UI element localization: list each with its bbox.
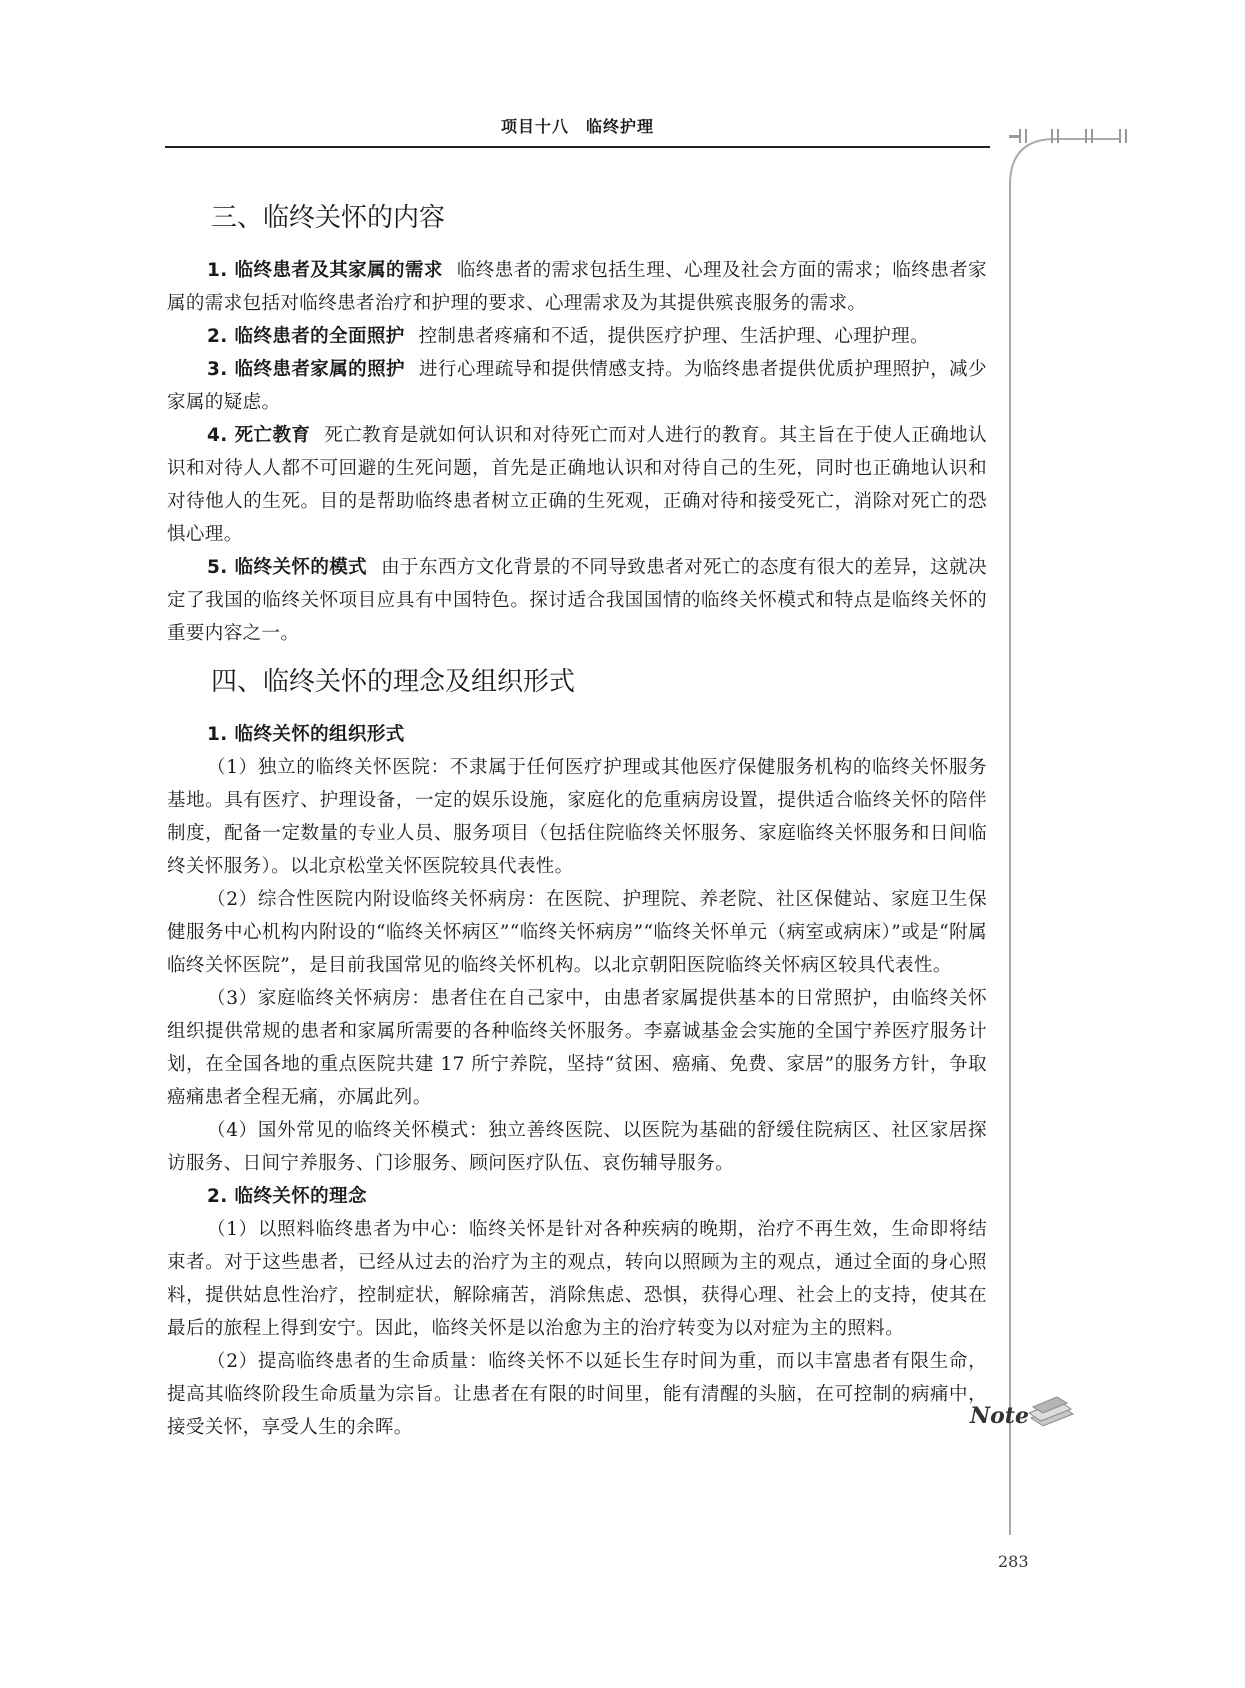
paragraph: （2）提高临终患者的生命质量：临终关怀不以延长生存时间为重，而以丰富患者有限生命，提高其临终阶段生命质量为宗旨。让患者在有限的时间里，能有清醒的头脑，在可控制的病痛中，接受关怀，享受人生的余晖。 (167, 1351, 987, 1438)
books-icon (1029, 1397, 1073, 1426)
paragraph: （3）家庭临终关怀病房：患者住在自己家中，由患者家属提供基本的日常照护，由临终关怀组织提供常规的患者和家属所需要的各种临终关怀服务。李嘉诚基金会实施的全国宁养医疗服务计划，在全国各地的重点医院共建 17 所宁养院，坚持“贫困、癌痛、免费、家居”的服务方针，争取癌痛患者全程无痛，亦属此列。 (167, 988, 987, 1108)
header-rule (165, 146, 990, 148)
paragraph (167, 320, 987, 353)
paragraph (167, 551, 987, 650)
section-heading: 三、临终关怀的内容 (211, 203, 446, 233)
subheading: 2. 临终关怀的理念 (207, 1186, 367, 1207)
note-label: Note (970, 1403, 1029, 1429)
section-heading: 四、临终关怀的理念及组织形式 (211, 667, 576, 697)
paragraph-lead: 1. 临终患者及其家属的需求 (207, 260, 443, 281)
paragraph (167, 353, 987, 419)
paragraph (167, 419, 987, 551)
paragraph: （2）综合性医院内附设临终关怀病房：在医院、护理院、养老院、社区保健站、家庭卫生保健服务中心机构内附设的“临终关怀病区”“临终关怀病房”“临终关怀单元（病室或病床）”或是“附属临终关怀医院”，是目前我国常见的临终关怀机构。以北京朝阳医院临终关怀病区较具代表性。 (167, 889, 987, 976)
paragraph: （1）独立的临终关怀医院：不隶属于任何医疗护理或其他医疗保健服务机构的临终关怀服务基地。具有医疗、护理设备，一定的娱乐设施，家庭化的危重病房设置，提供适合临终关怀的陪伴制度，配备一定数量的专业人员、服务项目（包括住院临终关怀服务、家庭临终关怀服务和日间临终关怀服务）。以北京松堂关怀医院较具代表性。 (167, 757, 987, 877)
paragraph-text: 临终患者的需求包括生理、心理及社会方面的需求；临终患者家属的需求包括对临终患者治疗和护理的要求、心理需求及为其提供殡丧服务的需求。 (167, 260, 987, 314)
paragraph: （4）国外常见的临终关怀模式：独立善终医院、以医院为基础的舒缓住院病区、社区家居探访服务、日间宁养服务、门诊服务、顾问医疗队伍、哀伤辅导服务。 (167, 1120, 987, 1174)
paragraph-lead: 4. 死亡教育 (207, 425, 311, 446)
paragraph-text: 进行心理疏导和提供情感支持。为临终患者提供优质护理照护，减少家属的疑虑。 (167, 359, 987, 413)
paragraph-lead: 5. 临终关怀的模式 (207, 557, 368, 578)
page-number: 283 (998, 1552, 1029, 1571)
paragraph: （1）以照料临终患者为中心：临终关怀是针对各种疾病的晚期，治疗不再生效，生命即将结束者。对于这些患者，已经从过去的治疗为主的观点，转向以照顾为主的观点，通过全面的身心照料，提供姑息性治疗，控制症状，解除痛苦，消除焦虑、恐惧，获得心理、社会上的支持，使其在最后的旅程上得到安宁。因此，临终关怀是以治愈为主的治疗转变为以对症为主的照料。 (167, 1219, 987, 1339)
paragraph-text: 控制患者疼痛和不适，提供医疗护理、生活护理、心理护理。 (418, 326, 929, 347)
page-body (167, 200, 987, 1444)
paragraph-text: 由于东西方文化背景的不同导致患者对死亡的态度有很大的差异，这就决定了我国的临终关怀项目应具有中国特色。探讨适合我国国情的临终关怀模式和特点是临终关怀的重要内容之一。 (167, 557, 987, 644)
paragraph-lead: 3. 临终患者家属的照护 (207, 359, 405, 380)
paragraph-lead: 2. 临终患者的全面照护 (207, 326, 405, 347)
running-header: 项目十八 临终护理 (500, 117, 654, 136)
tick-marks (1009, 129, 1127, 143)
paragraph-text: 死亡教育是就如何认识和对待死亡而对人进行的教育。其主旨在于使人正确地认识和对待人人都不可回避的生死问题，首先是正确地认识和对待自己的生死，同时也正确地认识和对待他人的生死。目的是帮助临终患者树立正确的生死观，正确对待和接受死亡，消除对死亡的恐惧心理。 (167, 425, 987, 545)
subheading: 1. 临终关怀的组织形式 (207, 724, 405, 745)
margin-decoration (970, 135, 1245, 1535)
paragraph (167, 254, 987, 320)
